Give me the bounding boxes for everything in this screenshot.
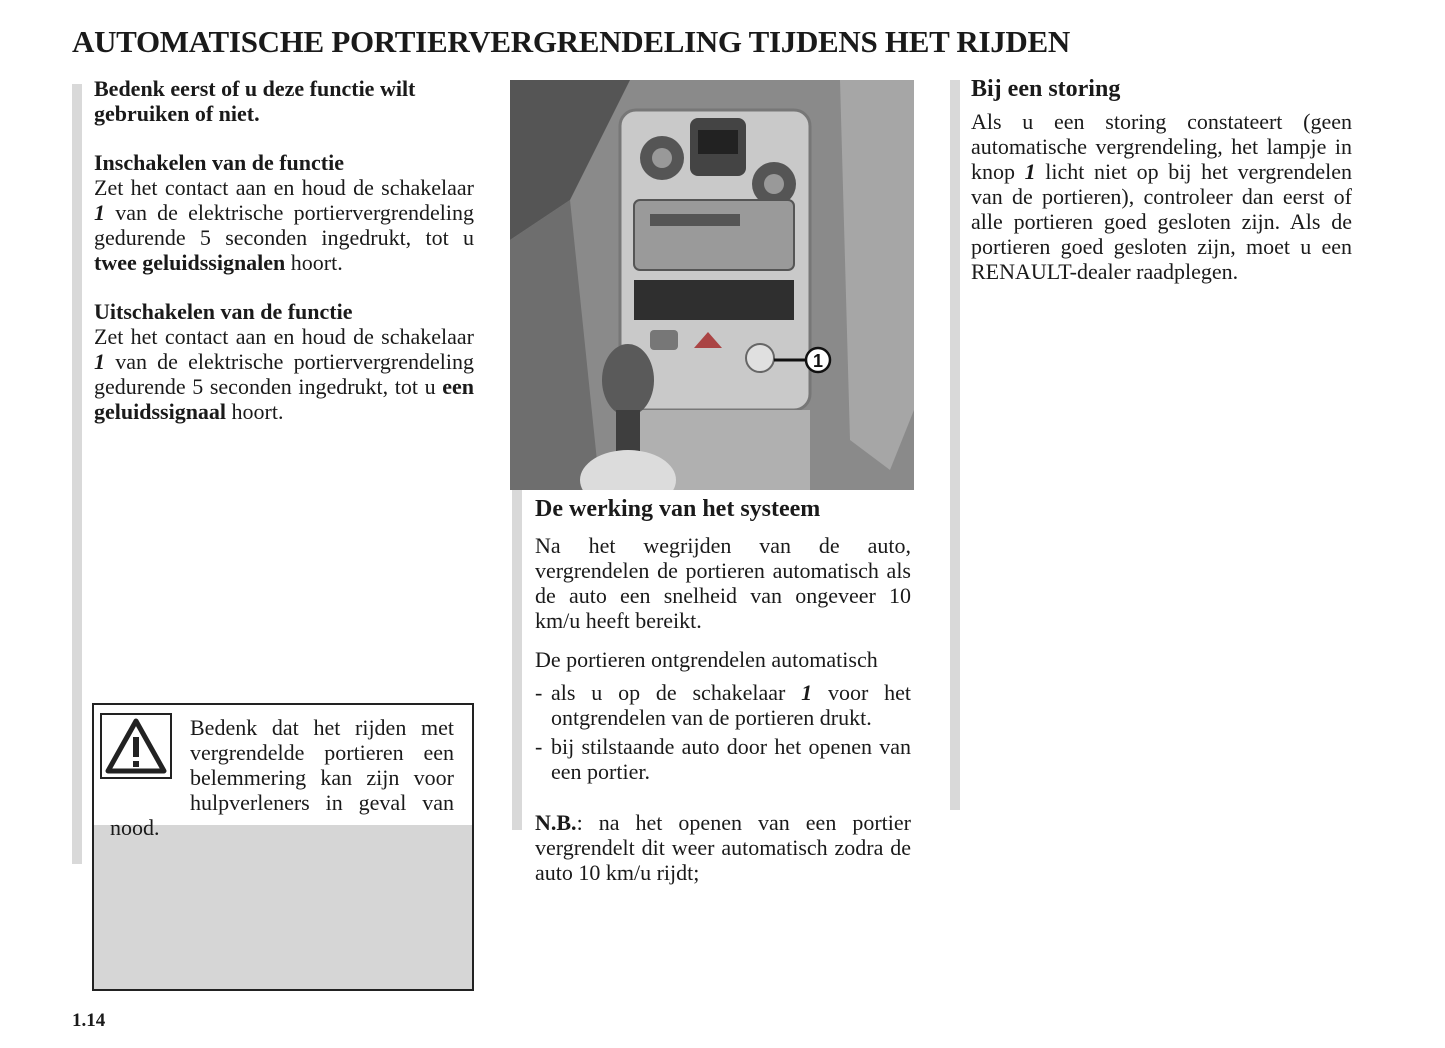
unlock-conditions-list — [535, 680, 911, 784]
page-number: 1.14 — [72, 1010, 106, 1031]
dashboard-photo — [510, 80, 914, 490]
middle-column — [535, 496, 911, 885]
warning-box — [92, 703, 474, 991]
enable-heading: Inschakelen van de functie — [94, 150, 344, 175]
list-item: - bij stilstaande auto door het openen van een portier. — [535, 734, 911, 784]
malfunction-text: Als u een storing constateert (geen automatische vergrendeling, het lampje in knop 1 licht niet op bij het vergrendelen van de portieren), controleer dan eerst of alle portieren goed gesloten zijn. Als de portieren goed gesloten zijn, moet u een RENAULT-dealer raadplegen. — [971, 109, 1352, 284]
note-text: N.B.: na het openen van een portier vergrendelt dit weer automatisch zodra de auto 10 km/u rijdt; — [535, 810, 911, 885]
warning-text: Bedenk dat het rijden met vergrendelde portieren een belemmering kan zijn voor hulpverleners in geval van nood. — [110, 715, 454, 840]
page-title: AUTOMATISCHE PORTIERVERGRENDELING TIJDENS HET RIJDEN — [72, 24, 1070, 59]
disable-text: Zet het contact aan en houd de schakelaar 1 van de elektrische portiervergrendeling gedurende 5 seconden ingedrukt, tot u een geluidssignaal hoort. — [94, 324, 474, 424]
list-item: - als u op de schakelaar 1 voor het ontgrendelen van de portieren drukt. — [535, 680, 911, 730]
middle-margin-bar — [512, 490, 522, 830]
system-heading: De werking van het systeem — [535, 496, 821, 522]
system-paragraph-1: Na het wegrijden van de auto, vergrendelen de portieren automatisch als de auto een snelheid van ongeveer 10 km/u heeft bereikt. — [535, 533, 911, 633]
right-column — [971, 76, 1352, 284]
enable-text: Zet het contact aan en houd de schakelaar 1 van de elektrische portiervergrendeling gedurende 5 seconden ingedrukt, tot u twee geluidssignalen hoort. — [94, 175, 474, 275]
system-paragraph-2: De portieren ontgrendelen automatisch — [535, 647, 878, 672]
photo-callout-1: 1 — [812, 351, 824, 371]
left-margin-bar — [72, 84, 82, 864]
malfunction-heading: Bij een storing — [971, 76, 1121, 102]
intro-text: Bedenk eerst of u deze functie wilt gebruiken of niet. — [94, 76, 416, 126]
disable-heading: Uitschakelen van de functie — [94, 299, 353, 324]
right-margin-bar — [950, 80, 960, 810]
left-column — [94, 76, 474, 424]
